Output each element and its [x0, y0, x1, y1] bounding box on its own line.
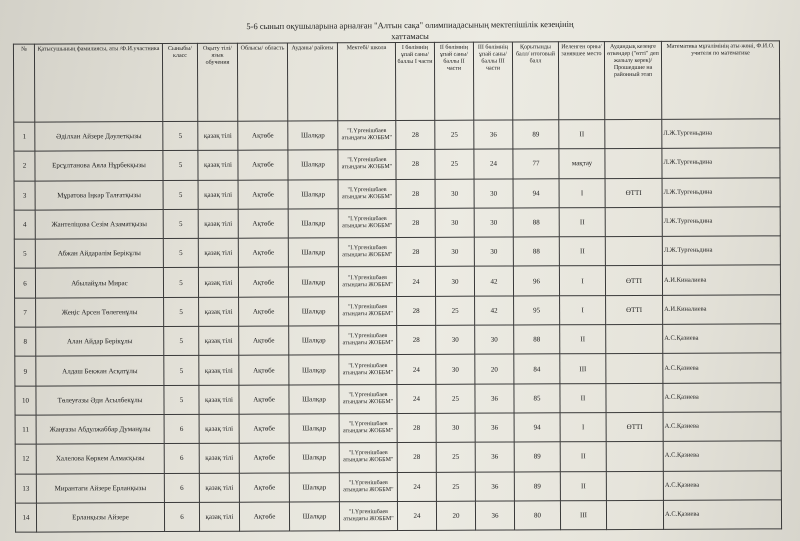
part1-score: 24: [397, 501, 436, 530]
stage-cell: [606, 500, 663, 530]
part3-score: 36: [475, 384, 514, 413]
language-cell: қазақ тілі: [199, 356, 239, 385]
stage-cell: [605, 237, 662, 267]
region-cell: Ақтөбе: [239, 443, 289, 473]
header-district: Ауданы/ районы: [287, 43, 337, 121]
part1-score: 28: [397, 413, 436, 442]
total-score: 88: [513, 208, 559, 237]
student-name: Алан Айдар Берікұлы: [36, 327, 164, 357]
table-row: [15, 441, 781, 474]
place-cell: II: [559, 237, 605, 266]
total-score: 95: [514, 296, 560, 325]
class-cell: 5: [164, 326, 199, 355]
row-num: 13: [15, 474, 36, 503]
total-score: 96: [513, 266, 559, 295]
school-cell: "І.Үргенішбаев атындағы ЖОББМ": [339, 413, 397, 443]
place-cell: III: [560, 354, 606, 383]
region-cell: Ақтөбе: [239, 355, 289, 385]
table-row: [15, 382, 781, 415]
school-cell: "І.Үргенішбаев атындағы ЖОББМ": [338, 267, 396, 297]
part2-score: 30: [435, 208, 474, 237]
place-cell: II: [560, 442, 606, 471]
place-cell: II: [559, 120, 605, 149]
document-title: [170, 18, 650, 43]
language-cell: қазақ тілі: [199, 443, 239, 472]
row-num: 7: [15, 298, 36, 327]
teacher-name: А.С.Қазиева: [663, 324, 781, 354]
student-name: Мирантаги Айзере Ерланқызы: [36, 473, 164, 503]
student-name: Абылайұлы Мирас: [35, 268, 163, 298]
place-cell: мақтау: [559, 149, 605, 178]
district-cell: Шалқар: [288, 267, 338, 297]
stage-cell: ӨТТІ: [605, 178, 662, 208]
header-stage: Аудандық кезеңге өткендер ("өтті" деп жазылу керек)/ Прошедшие на районный этап: [604, 41, 661, 119]
stage-cell: [606, 383, 663, 413]
student-name: Абжан Айдарәлім Берікұлы: [35, 239, 163, 269]
part1-score: 28: [396, 208, 435, 237]
language-cell: қазақ тілі: [198, 209, 238, 238]
total-score: 84: [514, 354, 560, 383]
student-name: Жантеліцова Сезім Азаматқызы: [35, 209, 163, 239]
total-score: 89: [513, 120, 559, 149]
part2-score: 30: [435, 179, 474, 208]
part3-score: 30: [474, 208, 513, 237]
header-class: Сыныбы/ класс: [162, 43, 197, 121]
teacher-name: Л.Ж.Тургеньдина: [662, 148, 780, 178]
part3-score: 42: [474, 266, 513, 295]
total-score: 77: [513, 149, 559, 178]
stage-cell: [606, 471, 663, 501]
district-cell: Шалқар: [289, 443, 339, 473]
row-num: 4: [14, 210, 35, 239]
teacher-name: А.С.Қазиева: [663, 500, 781, 530]
place-cell: II: [560, 383, 606, 412]
stage-cell: [605, 119, 662, 149]
title-line-2: хаттамасы: [391, 30, 429, 42]
total-score: 80: [514, 501, 560, 530]
stage-cell: ӨТТІ: [606, 295, 663, 325]
table-row: [14, 148, 780, 181]
school-cell: "І.Үргенішбаев атындағы ЖОББМ": [338, 121, 396, 151]
table-row: [15, 324, 781, 357]
total-score: 94: [514, 413, 560, 442]
row-num: 3: [14, 181, 35, 210]
student-name: Халелова Көркем Алмасқызы: [36, 444, 164, 474]
student-name: Төлеуғазы Әди Асылбекұлы: [36, 385, 164, 415]
header-teacher: Математика мұғалімінің аты-жөні, Ф.И.О. учителя по математике: [661, 41, 779, 120]
teacher-name: Л.Ж.Тургеньдина: [662, 119, 780, 149]
language-cell: қазақ тілі: [198, 180, 238, 209]
table-row: [15, 412, 781, 445]
teacher-name: Л.Ж.Тургеньдина: [662, 207, 780, 237]
class-cell: 5: [163, 180, 198, 209]
school-cell: "І.Үргенішбаев атындағы ЖОББМ": [338, 238, 396, 268]
teacher-name: А.И.Киналиева: [663, 295, 781, 325]
class-cell: 6: [164, 444, 199, 473]
place-cell: II: [560, 325, 606, 354]
table-row: [15, 353, 781, 386]
teacher-name: А.С.Қазиева: [663, 470, 781, 500]
stage-cell: ӨТТІ: [605, 266, 662, 296]
row-num: 6: [14, 269, 35, 298]
part2-score: 30: [436, 355, 475, 384]
header-num: №: [13, 44, 34, 122]
place-cell: I: [559, 266, 605, 295]
row-num: 12: [15, 444, 36, 473]
school-cell: "І.Үргенішбаев атындағы ЖОББМ": [338, 150, 396, 180]
part1-score: 28: [396, 120, 435, 149]
part2-score: 30: [436, 413, 475, 442]
class-cell: 5: [163, 121, 198, 150]
class-cell: 5: [164, 385, 199, 414]
part2-score: 20: [436, 501, 475, 530]
row-num: 1: [14, 122, 35, 151]
district-cell: Шалқар: [288, 209, 338, 239]
header-name: Қатысушының фамилиясы, аты /Ф.И.участника: [34, 44, 162, 123]
part2-score: 30: [435, 267, 474, 296]
part2-score: 25: [436, 472, 475, 501]
region-cell: Ақтөбе: [238, 209, 288, 239]
table-row: [14, 119, 780, 152]
class-cell: 5: [164, 356, 199, 385]
district-cell: Шалқар: [289, 355, 339, 385]
school-cell: "І.Үргенішбаев атындағы ЖОББМ": [339, 472, 397, 502]
part3-score: 24: [474, 149, 513, 178]
region-cell: Ақтөбе: [238, 121, 288, 151]
part1-score: 24: [397, 384, 436, 413]
header-part2: II бөлімнің ұпай саны/ баллы II части: [434, 42, 473, 120]
header-school: Мектебі/ школа: [337, 43, 395, 121]
row-num: 10: [15, 386, 36, 415]
table-row: [14, 207, 780, 240]
region-cell: Ақтөбе: [238, 150, 288, 180]
school-cell: "І.Үргенішбаев атындағы ЖОББМ": [338, 208, 396, 238]
language-cell: қазақ тілі: [198, 121, 238, 150]
language-cell: қазақ тілі: [199, 385, 239, 414]
school-cell: "І.Үргенішбаев атындағы ЖОББМ": [339, 296, 397, 326]
part3-score: 36: [474, 120, 513, 149]
district-cell: Шалқар: [288, 238, 338, 268]
total-score: 88: [513, 237, 559, 266]
place-cell: II: [559, 207, 605, 236]
stage-cell: [606, 442, 663, 472]
teacher-name: А.С.Қазиева: [663, 441, 781, 471]
part3-score: 20: [475, 354, 514, 383]
part3-score: 30: [474, 237, 513, 266]
row-num: 14: [15, 503, 36, 532]
language-cell: қазақ тілі: [199, 297, 239, 326]
stage-cell: [606, 324, 663, 354]
region-cell: Ақтөбе: [239, 297, 289, 327]
part3-score: 30: [474, 179, 513, 208]
district-cell: Шалқар: [289, 384, 339, 414]
school-cell: "І.Үргенішбаев атындағы ЖОББМ": [338, 179, 396, 209]
part3-score: 36: [475, 472, 514, 501]
place-cell: II: [560, 471, 606, 500]
table-row: [14, 265, 780, 298]
class-cell: 5: [163, 239, 198, 268]
table-row: [15, 295, 781, 328]
school-cell: "І.Үргенішбаев атындағы ЖОББМ": [339, 501, 397, 531]
part2-score: 30: [435, 237, 474, 266]
district-cell: Шалқар: [289, 414, 339, 444]
row-num: 8: [15, 327, 36, 356]
student-name: Жаңғазы Абдулжаббар Думанұлы: [36, 414, 164, 444]
teacher-name: Л.Ж.Тургеньдина: [662, 177, 780, 207]
school-cell: "І.Үргенішбаев атындағы ЖОББМ": [339, 443, 397, 473]
stage-cell: [606, 354, 663, 384]
region-cell: Ақтөбе: [238, 238, 288, 268]
class-cell: 5: [163, 209, 198, 238]
language-cell: қазақ тілі: [198, 150, 238, 179]
table-row: [14, 177, 780, 210]
school-cell: "І.Үргенішбаев атындағы ЖОББМ": [339, 326, 397, 356]
table-body: [14, 119, 782, 532]
part3-score: 30: [475, 325, 514, 354]
region-cell: Ақтөбе: [238, 180, 288, 210]
student-name: Мұратова Іңкәр Талғатқызы: [35, 180, 163, 210]
region-cell: Ақтөбе: [239, 414, 289, 444]
class-cell: 6: [164, 502, 199, 531]
school-cell: "І.Үргенішбаев атындағы ЖОББМ": [339, 355, 397, 385]
stage-cell: [605, 149, 662, 179]
region-cell: Ақтөбе: [238, 267, 288, 297]
part3-score: 36: [475, 501, 514, 530]
part2-score: 30: [436, 325, 475, 354]
school-cell: "І.Үргенішбаев атындағы ЖОББМ": [339, 384, 397, 414]
teacher-name: А.С.Қазиева: [663, 382, 781, 412]
header-part3: III бөлімнің ұпай саны/ баллы III части: [473, 42, 512, 120]
part1-score: 28: [397, 296, 436, 325]
part1-score: 28: [396, 179, 435, 208]
language-cell: қазақ тілі: [198, 268, 238, 297]
row-num: 11: [15, 415, 36, 444]
title-line-1: 5-6 сынып оқушыларына арналған "Алтын сақа" олимпиадасының мектепішілік кезеңінің: [246, 18, 574, 32]
table-row: [14, 236, 780, 269]
district-cell: Шалқар: [289, 472, 339, 502]
part1-score: 24: [397, 355, 436, 384]
total-score: 89: [514, 471, 560, 500]
stage-cell: ӨТТІ: [606, 412, 663, 442]
table-row: [15, 470, 781, 503]
part3-score: 36: [475, 442, 514, 471]
stage-cell: [605, 207, 662, 237]
part2-score: 25: [435, 149, 474, 178]
language-cell: қазақ тілі: [198, 238, 238, 267]
place-cell: III: [560, 500, 606, 529]
part2-score: 25: [436, 442, 475, 471]
part3-score: 36: [475, 413, 514, 442]
part1-score: 28: [397, 443, 436, 472]
header-total: Қорытынды балл/ итоговый балл: [512, 42, 558, 120]
region-cell: Ақтөбе: [239, 385, 289, 415]
student-name: Әділхан Айзере Дәулетқызы: [35, 122, 163, 152]
part1-score: 28: [396, 238, 435, 267]
results-table: [13, 40, 782, 532]
place-cell: I: [560, 295, 606, 324]
header-region: Облысы/ область: [237, 43, 287, 121]
row-num: 2: [14, 151, 35, 180]
part1-score: 28: [396, 150, 435, 179]
header-part1: I бөлімнің ұпай саны/ баллы I части: [395, 42, 434, 120]
place-cell: I: [560, 413, 606, 442]
district-cell: Шалқар: [289, 502, 339, 532]
region-cell: Ақтөбе: [239, 326, 289, 356]
table-row: [15, 500, 781, 533]
language-cell: қазақ тілі: [199, 326, 239, 355]
student-name: Жеңіс Арсен Төлегенұлы: [36, 297, 164, 327]
total-score: 88: [514, 325, 560, 354]
total-score: 94: [513, 178, 559, 207]
region-cell: Ақтөбе: [239, 473, 289, 503]
class-cell: 5: [163, 268, 198, 297]
part1-score: 24: [396, 267, 435, 296]
place-cell: I: [559, 178, 605, 207]
class-cell: 6: [164, 414, 199, 443]
teacher-name: А.С.Қазиева: [663, 353, 781, 383]
district-cell: Шалқар: [288, 150, 338, 180]
part1-score: 28: [397, 325, 436, 354]
part2-score: 25: [436, 384, 475, 413]
teacher-name: А.И.Киналиева: [662, 265, 780, 295]
district-cell: Шалқар: [288, 121, 338, 151]
part1-score: 24: [397, 472, 436, 501]
language-cell: қазақ тілі: [199, 502, 239, 531]
district-cell: Шалқар: [288, 179, 338, 209]
class-cell: 5: [163, 151, 198, 180]
row-num: 9: [15, 356, 36, 385]
total-score: 85: [514, 383, 560, 412]
language-cell: қазақ тілі: [199, 473, 239, 502]
row-num: 5: [14, 239, 35, 268]
student-name: Ерсұлтанова Аяла Нұрбекқызы: [35, 151, 163, 181]
teacher-name: А.С.Қазиева: [663, 412, 781, 442]
part2-score: 25: [435, 120, 474, 149]
district-cell: Шалқар: [289, 297, 339, 327]
language-cell: қазақ тілі: [199, 414, 239, 443]
part2-score: 25: [436, 296, 475, 325]
total-score: 89: [514, 442, 560, 471]
teacher-name: Л.Ж.Тургеньдина: [662, 236, 780, 266]
student-name: Ерланқызы Айзере: [36, 502, 164, 532]
header-place: Иеленген орны/ занявшее место: [558, 42, 604, 120]
header-row: [13, 41, 779, 122]
header-lang: Оқыту тілі/ язык обучения: [197, 43, 237, 121]
part3-score: 42: [475, 296, 514, 325]
class-cell: 6: [164, 473, 199, 502]
region-cell: Ақтөбе: [239, 502, 289, 532]
district-cell: Шалқар: [289, 326, 339, 356]
student-name: Алдаш Бекжан Асқатұлы: [36, 356, 164, 386]
class-cell: 5: [164, 297, 199, 326]
